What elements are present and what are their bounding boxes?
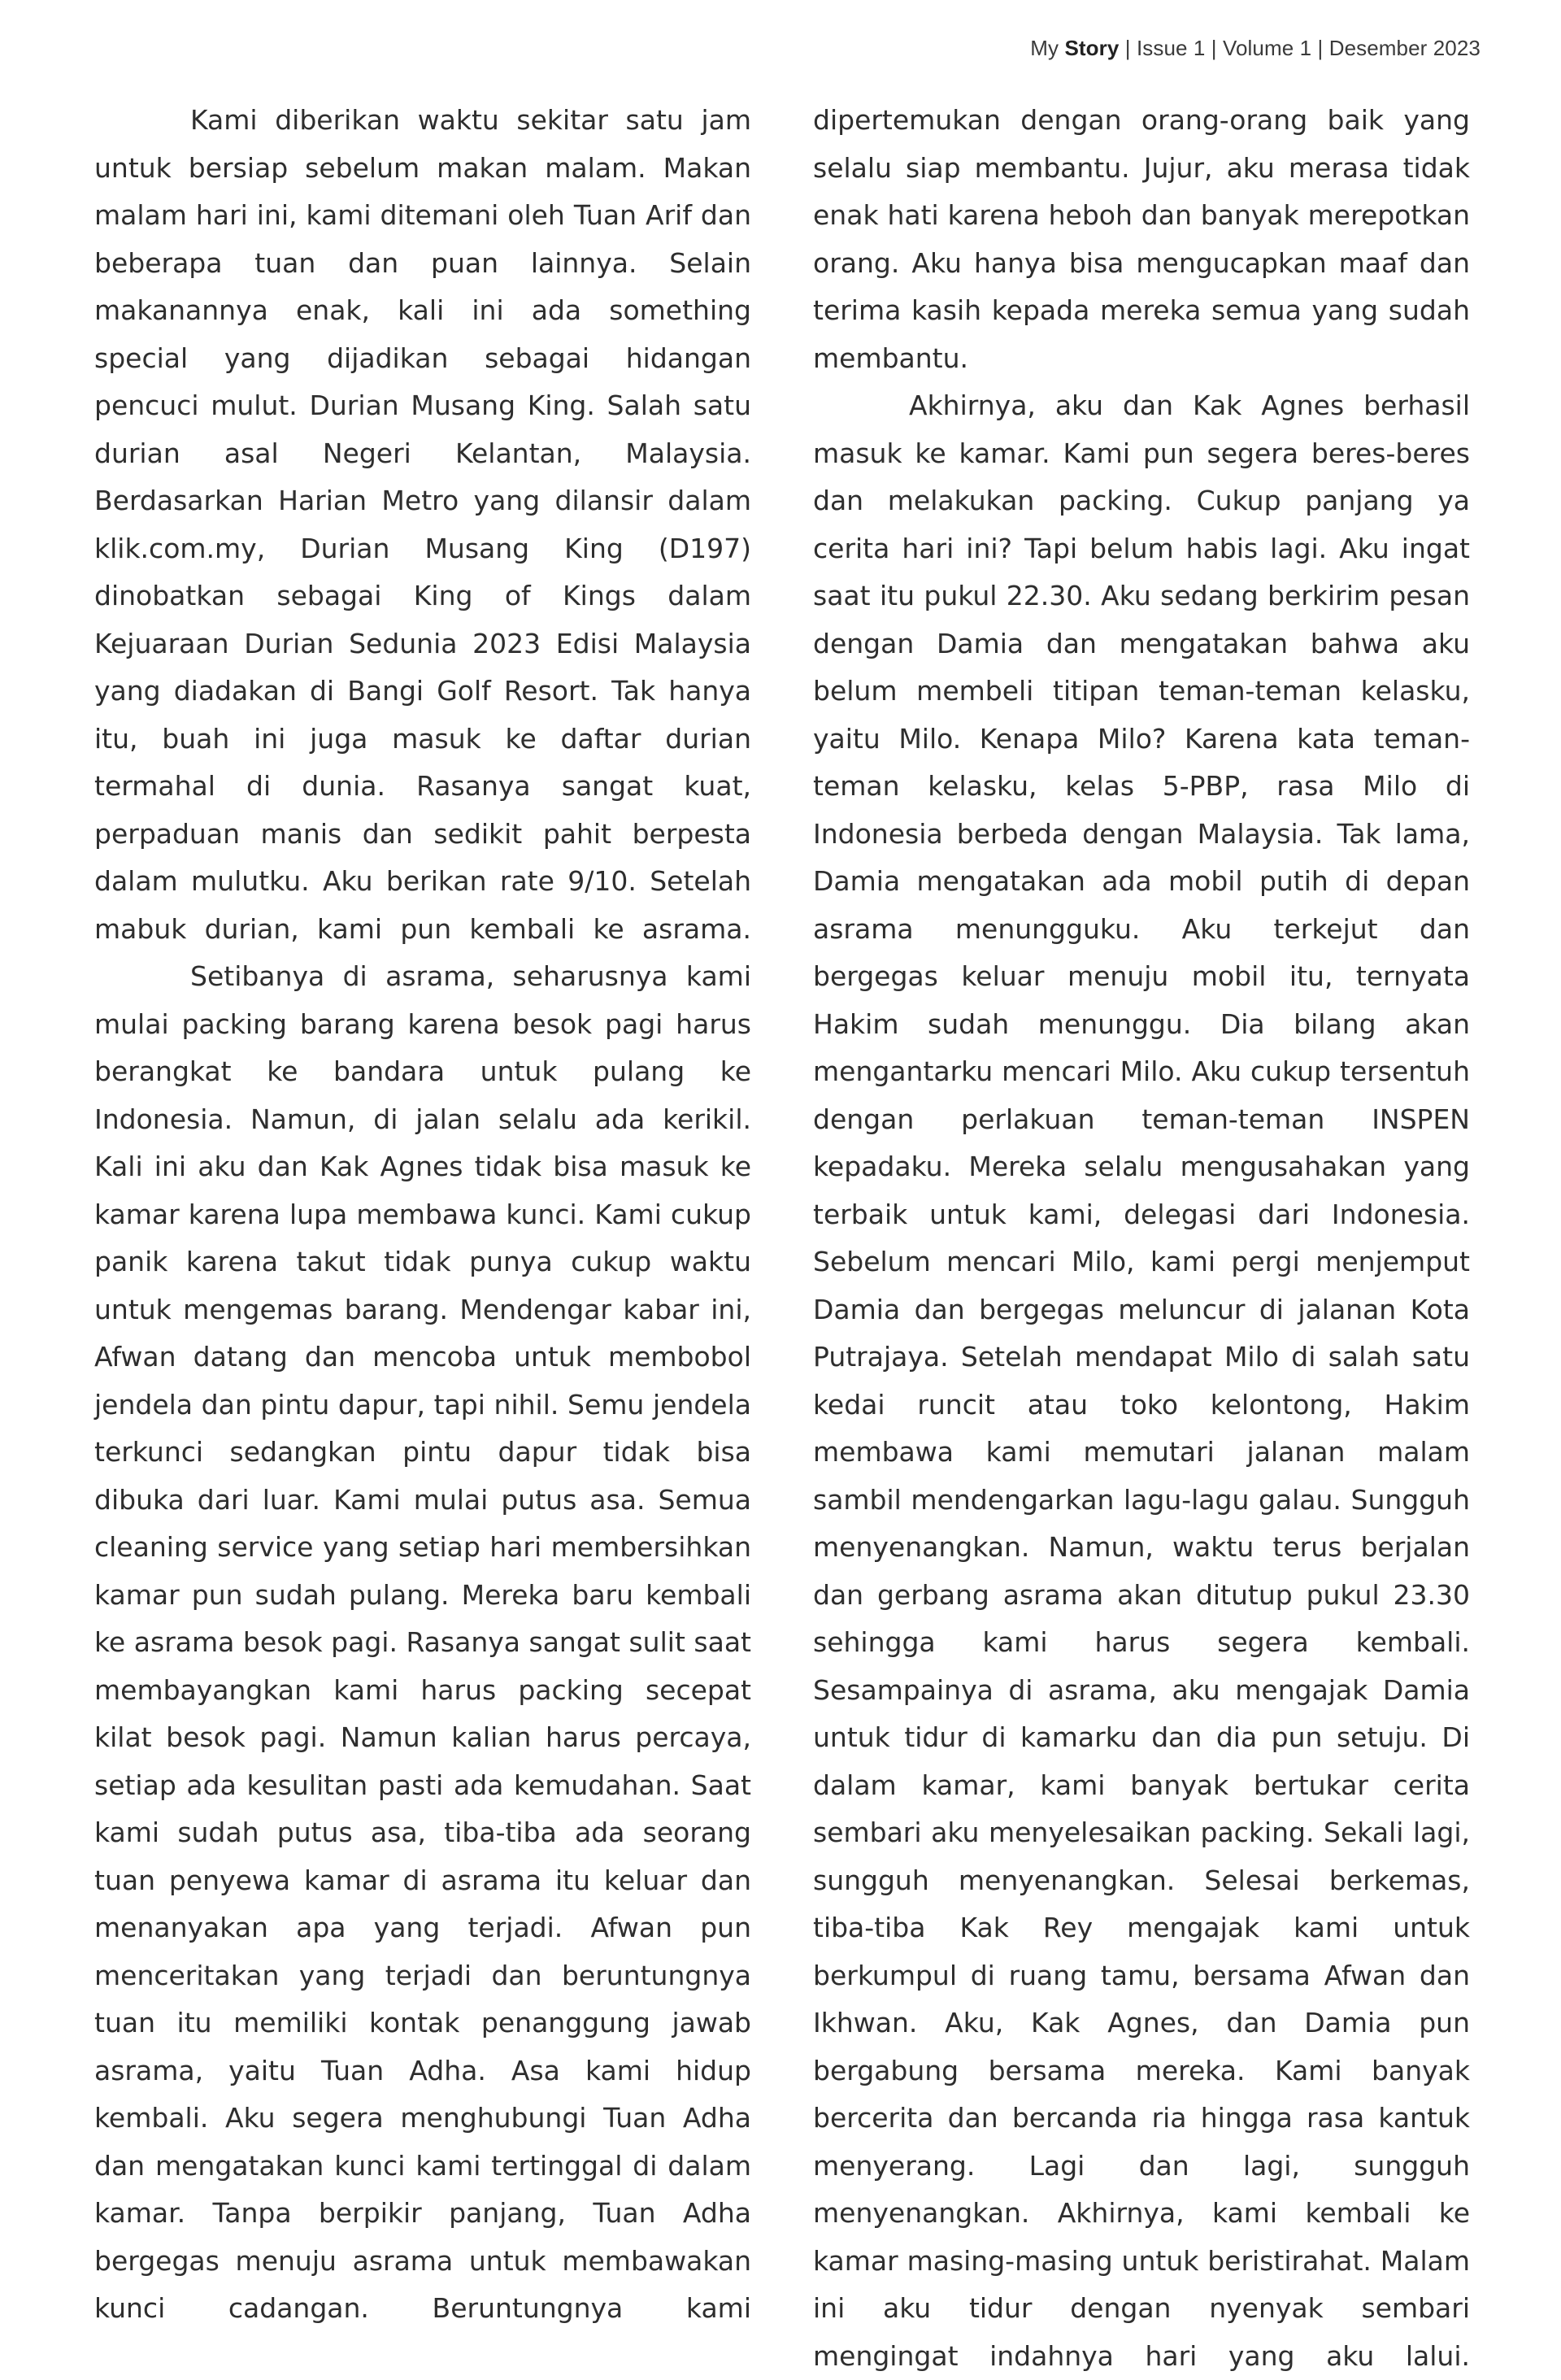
header-brand-bold: Story <box>1064 36 1120 60</box>
header-brand-prefix: My <box>1030 36 1065 60</box>
left-paragraph-2: Setibanya di asrama, seharusnya kami mulai packing barang karena besok pagi harus berangkat ke bandara untuk pulang ke Indonesia. Namun, di jalan selalu ada kerikil. Kali ini aku dan Kak Agnes tidak bisa masuk ke kamar karena lupa membawa kunci. Kami cukup panik karena takut tidak punya cukup waktu untuk mengemas barang. Mendengar kabar ini, Afwan datang dan mencoba untuk membobol jendela dan pintu dapur, tapi nihil. Semu jendela terkunci sedangkan pintu dapur tidak bisa dibuka dari luar. Kami mulai putus asa. Semua cleaning service yang setiap hari membersihkan kamar pun sudah pulang. Mereka baru kembali ke asrama besok pagi. Rasanya sangat sulit saat membayangkan kami harus packing secepat kilat besok pagi. Namun kalian harus percaya, setiap ada kesulitan pasti ada kemudahan. Saat kami sudah putus asa, tiba-tiba ada seorang tuan penyewa kamar di asrama itu keluar dan menanyakan apa yang terjadi. Afwan pun menceritakan yang terjadi dan beruntungnya tuan itu memiliki kontak penanggung jawab asrama, yaitu Tuan Adha. Asa kami hidup kembali. Aku segera menghubungi Tuan Adha dan mengatakan kunci kami tertinggal di dalam kamar. Tanpa berpikir panjang, Tuan Adha bergegas menuju asrama untuk membawakan kunci cadangan. Beruntungnya kami <box>94 960 751 2324</box>
running-header <box>1030 36 1481 61</box>
left-paragraph-1: Kami diberikan waktu sekitar satu jam untuk bersiap sebelum makan malam. Makan malam hari ini, kami ditemani oleh Tuan Arif dan beberapa tuan dan puan lainnya. Selain makanannya enak, kali ini ada something special yang dijadikan sebagai hidangan pencuci mulut. Durian Musang King. Salah satu durian asal Negeri Kelantan, Malaysia. Berdasarkan Harian Metro yang dilansir dalam klik.com.my, Durian Musang King (D197) dinobatkan sebagai King of Kings dalam Kejuaraan Durian Sedunia 2023 Edisi Malaysia yang diadakan di Bangi Golf Resort. Tak hanya itu, buah ini juga masuk ke daftar durian termahal di dunia. Rasanya sangat kuat, perpaduan manis dan sedikit pahit berpesta dalam mulutku. Aku berikan rate 9/10. Setelah mabuk durian, kami pun kembali ke asrama. <box>94 104 751 945</box>
left-column <box>94 97 751 2333</box>
right-paragraph-1: dipertemukan dengan orang-orang baik yang selalu siap membantu. Jujur, aku merasa tidak enak hati karena heboh dan banyak merepotkan orang. Aku hanya bisa mengucapkan maaf dan terima kasih kepada mereka semua yang sudah membantu. <box>813 104 1470 374</box>
header-issue-info: | Issue 1 | Volume 1 | Desember 2023 <box>1119 36 1481 60</box>
right-column <box>813 97 1470 2380</box>
right-paragraph-2: Akhirnya, aku dan Kak Agnes berhasil masuk ke kamar. Kami pun segera beres-beres dan melakukan packing. Cukup panjang ya cerita hari ini? Tapi belum habis lagi. Aku ingat saat itu pukul 22.30. Aku sedang berkirim pesan dengan Damia dan mengatakan bahwa aku belum membeli titipan teman-teman kelasku, yaitu Milo. Kenapa Milo? Karena kata teman-teman kelasku, kelas 5-PBP, rasa Milo di Indonesia berbeda dengan Malaysia. Tak lama, Damia mengatakan ada mobil putih di depan asrama menungguku. Aku terkejut dan bergegas keluar menuju mobil itu, ternyata Hakim sudah menunggu. Dia bilang akan mengantarku mencari Milo. Aku cukup tersentuh dengan perlakuan teman-teman INSPEN kepadaku. Mereka selalu mengusahakan yang terbaik untuk kami, delegasi dari Indonesia. Sebelum mencari Milo, kami pergi menjemput Damia dan bergegas meluncur di jalanan Kota Putrajaya. Setelah mendapat Milo di salah satu kedai runcit atau toko kelontong, Hakim membawa kami memutari jalanan malam sambil mendengarkan lagu-lagu galau. Sungguh menyenangkan. Namun, waktu terus berjalan dan gerbang asrama akan ditutup pukul 23.30 sehingga kami harus segera kembali. Sesampainya di asrama, aku mengajak Damia untuk tidur di kamarku dan dia pun setuju. Di dalam kamar, kami banyak bertukar cerita sembari aku menyelesaikan packing. Sekali lagi, sungguh menyenangkan. Selesai berkemas, tiba-tiba Kak Rey mengajak kami untuk berkumpul di ruang tamu, bersama Afwan dan Ikhwan. Aku, Kak Agnes, dan Damia pun bergabung bersama mereka. Kami banyak bercerita dan bercanda ria hingga rasa kantuk menyerang. Lagi dan lagi, sungguh menyenangkan. Akhirnya, kami kembali ke kamar masing-masing untuk beristirahat. Malam ini aku tidur dengan nyenyak sembari mengingat indahnya hari yang aku lalui. <box>813 389 1470 2372</box>
